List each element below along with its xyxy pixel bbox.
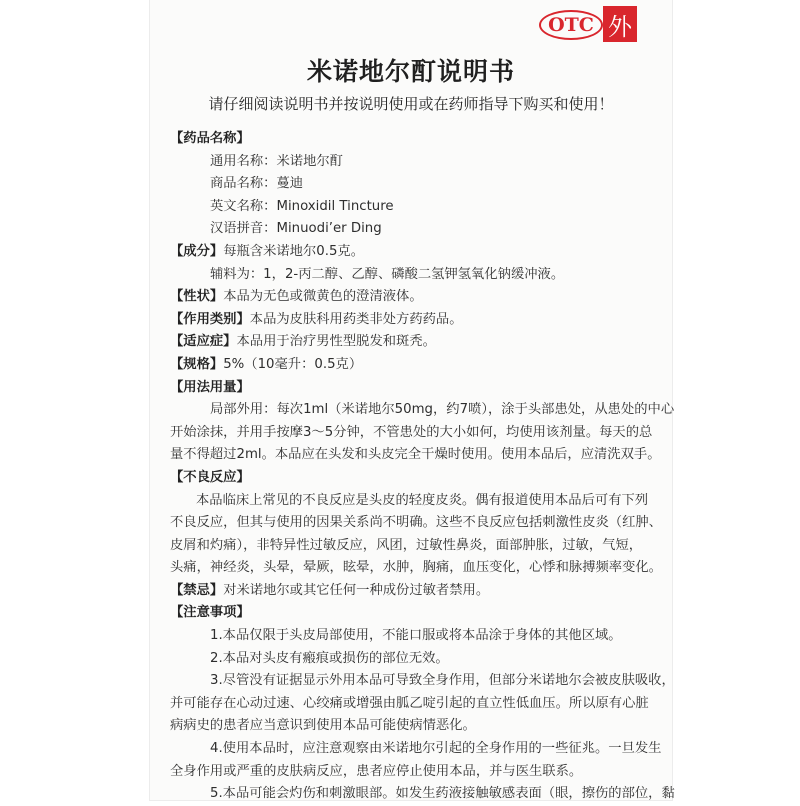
composition-text: 每瓶含米诺地尔0.5克。 [223, 243, 365, 259]
external-use-badge-text: 外 [608, 12, 632, 41]
precaution-line: 5.本品可能会灼伤和刺激眼部。如发生药液接触敏感表面（眼，擦伤的部位，黏 [210, 786, 675, 802]
specification-text: 5%（10毫升：0.5克） [223, 356, 363, 372]
precaution-line: 并可能存在心动过速、心绞痛或增强由胍乙啶引起的直立性低血压。所以原有心脏 [170, 695, 649, 711]
precaution-line: 4.使用本品时，应注意观察由米诺地尔引起的全身作用的一些征兆。一旦发生 [210, 741, 662, 757]
english-name: 英文名称：Minoxidil Tincture [210, 198, 394, 214]
adverse-line: 本品临床上常见的不良反应是头皮的轻度皮炎。偶有报道使用本品后可有下列 [196, 492, 649, 508]
properties-text: 本品为无色或微黄色的澄清液体。 [223, 289, 423, 305]
adverse-line: 不良反应，但其与使用的因果关系尚不明确。这些不良反应包括刺激性皮炎（红肿、 [170, 515, 662, 531]
indications-row [170, 331, 660, 354]
properties-row [170, 286, 660, 309]
category-text: 本品为皮肤科用药类非处方药药品。 [249, 311, 463, 327]
indications-text: 本品用于治疗男性型脱发和斑秃。 [236, 334, 436, 350]
contraindications-row [170, 580, 660, 603]
trade-name: 商品名称：蔓迪 [210, 176, 304, 192]
indications-heading: 【适应症】 [170, 334, 237, 350]
specification-row [170, 354, 660, 377]
page-title: 米诺地尔酊说明书 [306, 57, 515, 86]
adverse-heading: 【不良反应】 [170, 469, 250, 485]
pinyin-name: 汉语拼音：Minuodi’er Ding [210, 221, 382, 237]
composition-row [170, 241, 660, 264]
composition-heading: 【成分】 [170, 243, 224, 259]
precaution-line: 1.本品仅限于头皮局部使用，不能口服或将本品涂于身体的其他区域。 [210, 628, 622, 644]
category-row [170, 309, 660, 332]
precaution-line: 3.尽管没有证据显示外用本品可导致全身作用，但部分米诺地尔会被皮肤吸收， [210, 673, 675, 689]
precaution-line: 病病史的患者应当意识到使用本品可能使病情恶化。 [170, 718, 476, 734]
usage-line: 局部外用：每次1ml（米诺地尔50mg，约7喷），涂于头部患处，从患处的中心 [210, 402, 675, 418]
excipients-text: 辅料为：1，2-丙二醇、乙醇、磷酸二氢钾氢氧化钠缓冲液。 [210, 266, 565, 282]
properties-heading: 【性状】 [170, 289, 224, 305]
precaution-line: 2.本品对头皮有瘢痕或损伤的部位无效。 [210, 650, 449, 666]
usage-line: 量不得超过2ml。本品应在头发和头皮完全干燥时使用。使用本品后，应清洗双手。 [170, 447, 661, 463]
adverse-line: 皮屑和灼痛），非特异性过敏反应，风团，过敏性鼻炎，面部肿胀，过敏，气短， [170, 537, 643, 553]
precautions-heading: 【注意事项】 [170, 605, 250, 621]
generic-name: 通用名称：米诺地尔酊 [210, 153, 343, 169]
usage-warning: 请仔细阅读说明书并按说明使用或在药师指导下购买和使用！ [208, 95, 614, 113]
usage-line: 开始涂抹，并用手按摩3～5分钟，不管患处的大小如何，均使用该剂量。每天的总 [170, 424, 653, 440]
contraindications-text: 对米诺地尔或其它任何一种成份过敏者禁用。 [223, 582, 490, 598]
external-use-badge [603, 6, 637, 42]
leaflet-content [170, 128, 675, 806]
contraindications-heading: 【禁忌】 [170, 582, 224, 598]
otc-logo-text: OTC [548, 14, 594, 36]
specification-heading: 【规格】 [170, 356, 224, 372]
usage-heading: 【用法用量】 [170, 379, 250, 395]
precaution-line: 全身作用或严重的皮肤病反应，患者应停止使用本品，并与医生联系。 [170, 763, 583, 779]
otc-logo [539, 10, 603, 40]
adverse-line: 头痛，神经炎，头晕，晕厥，眩晕，水肿，胸痛，血压变化，心悸和脉搏频率变化。 [170, 560, 662, 576]
category-heading: 【作用类别】 [170, 311, 250, 327]
drug-name-heading: 【药品名称】 [170, 131, 250, 146]
